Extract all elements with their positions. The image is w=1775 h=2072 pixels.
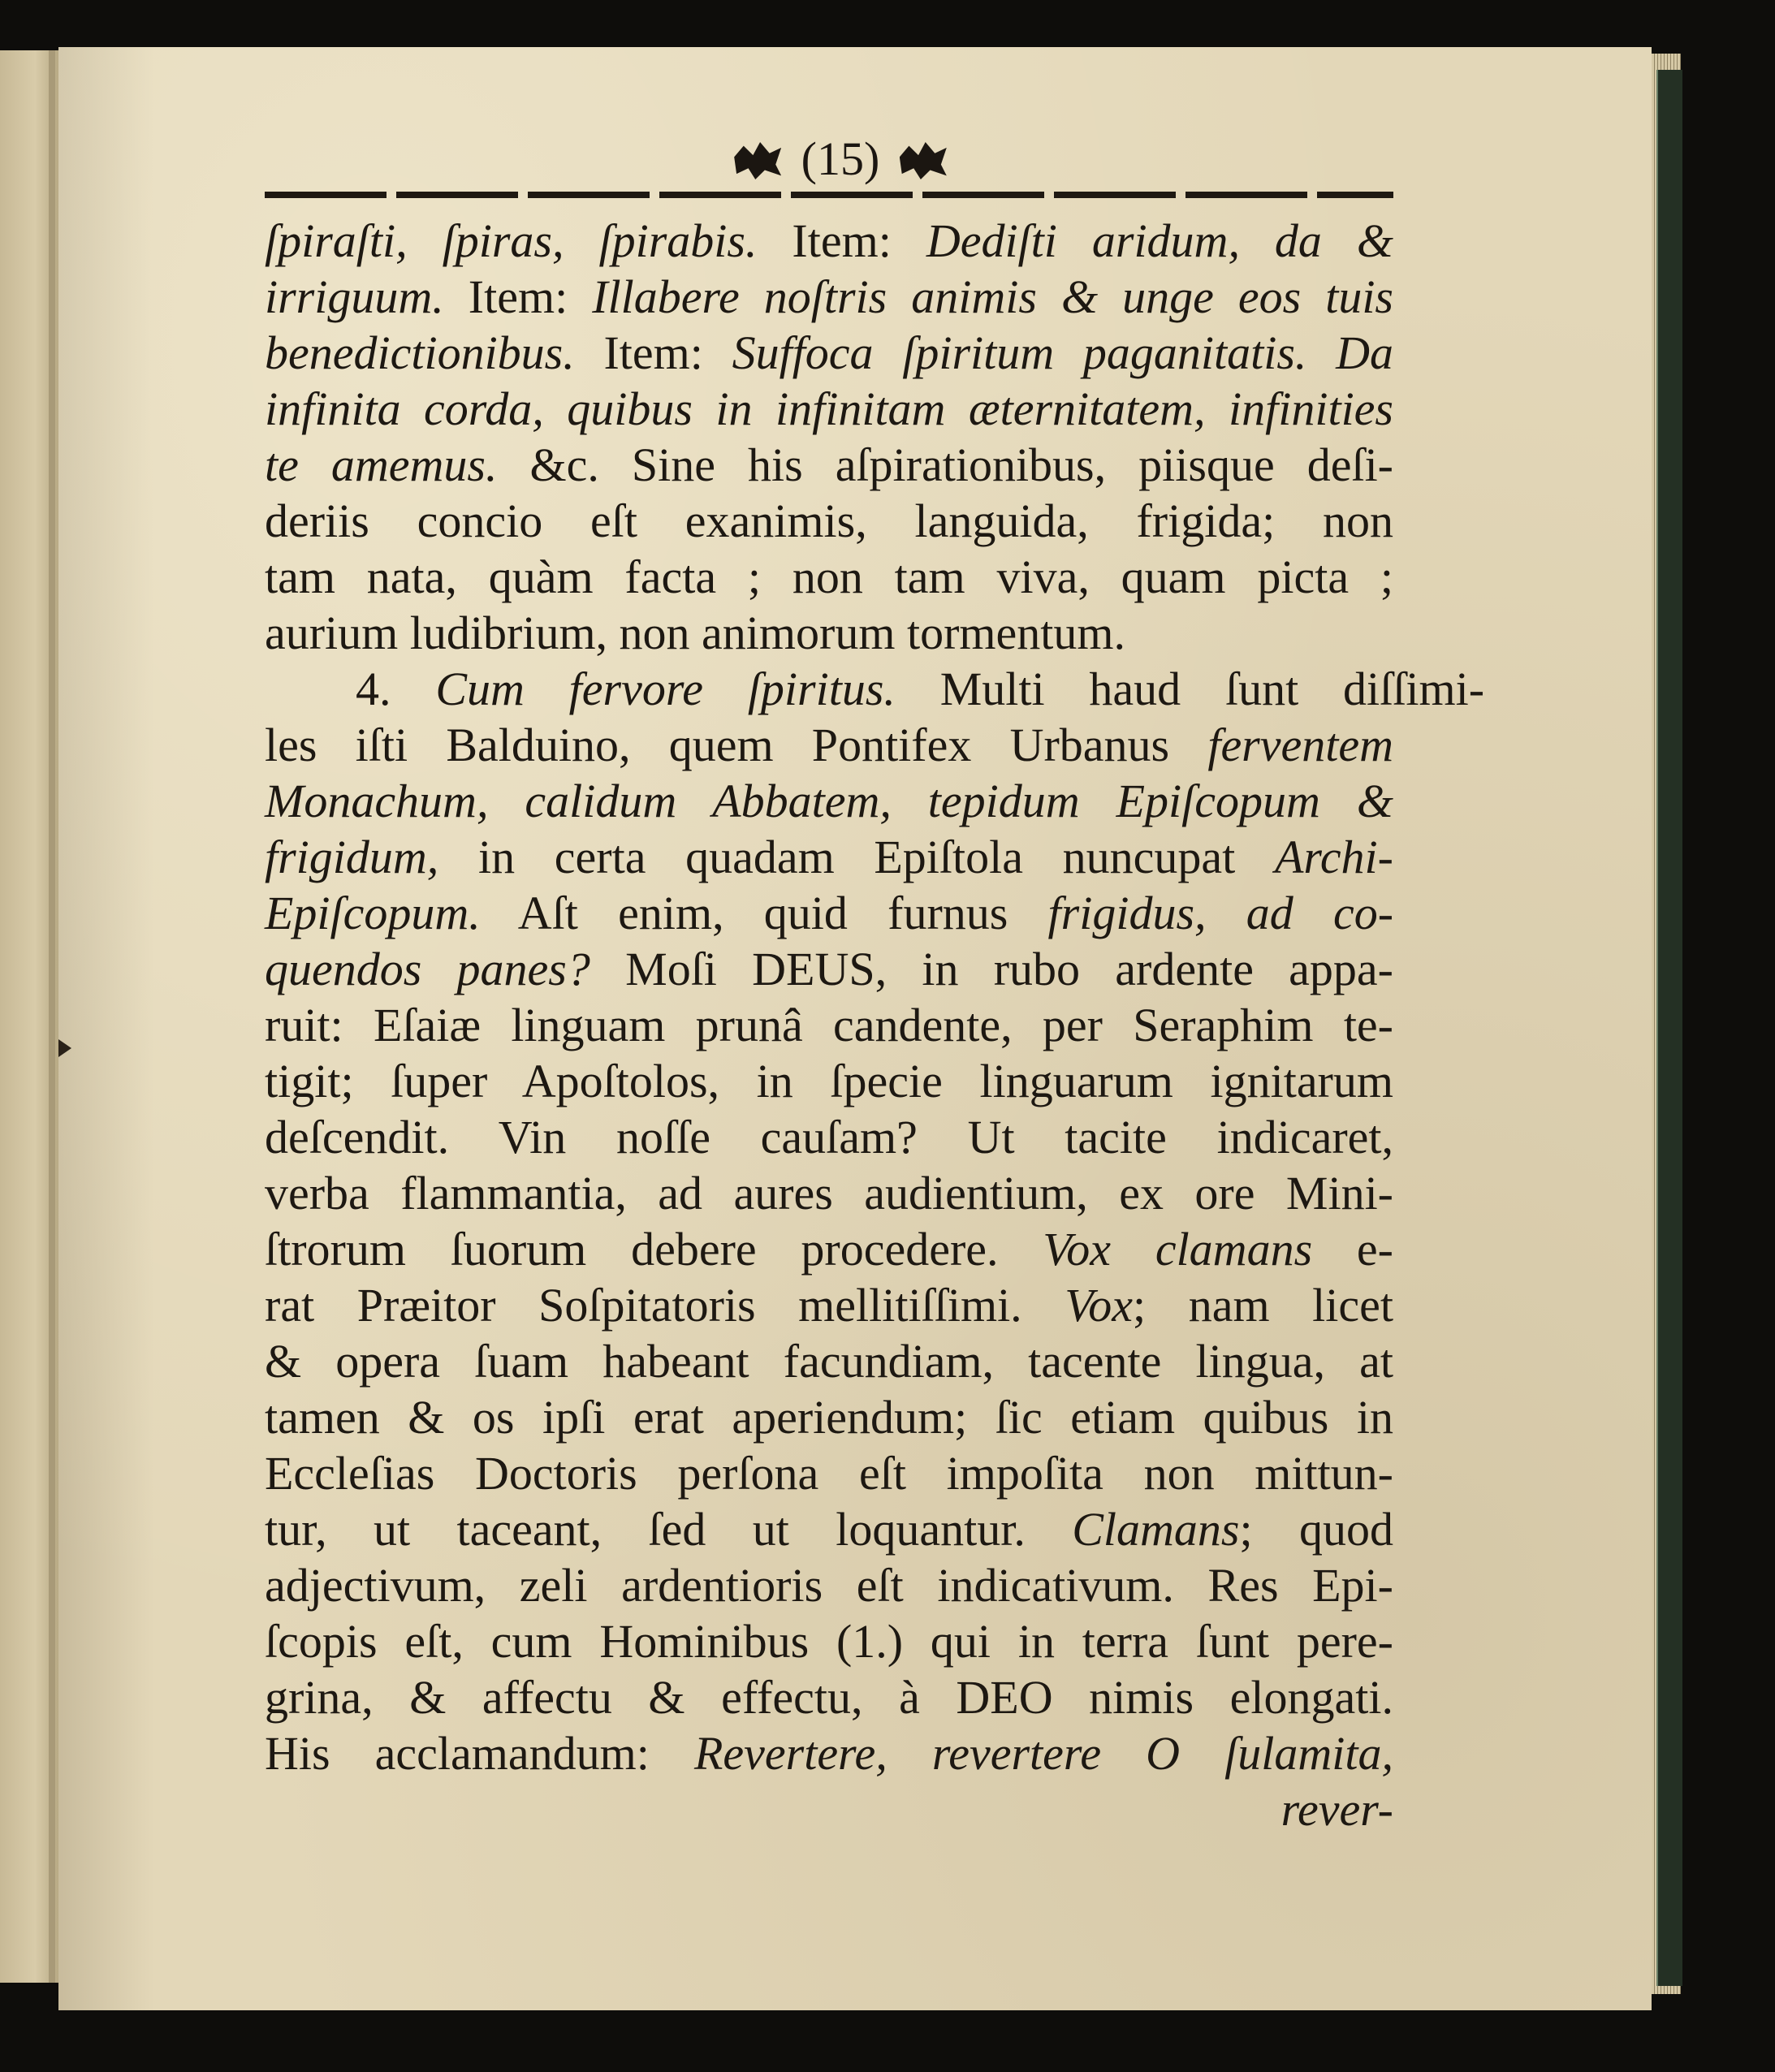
roman-span: ; nam licet	[1133, 1279, 1393, 1332]
roman-span: & opera ſuam habeant facundiam, tacente lingua, at	[265, 1335, 1393, 1388]
italic-span: Dediſti aridum, da &	[926, 214, 1394, 267]
text-line	[265, 325, 1393, 381]
text-line	[265, 493, 1393, 549]
text-line	[265, 437, 1393, 493]
italic-span: frigidus, ad co-	[1047, 887, 1394, 939]
text-line	[265, 213, 1393, 269]
text-line	[265, 773, 1393, 829]
text-line	[265, 549, 1393, 605]
roman-span: adjectivum, zeli ardentioris eſt indicativum. Res Epi-	[265, 1559, 1393, 1612]
text-line	[265, 1725, 1393, 1781]
text-line	[265, 997, 1393, 1053]
text-line	[265, 381, 1393, 437]
italic-span: Vox clamans	[1043, 1223, 1313, 1276]
italic-span: Archi-	[1274, 831, 1393, 883]
roman-span: rat Præitor Soſpitatoris mellitiſſimi.	[265, 1279, 1065, 1332]
roman-span: verba flammantia, ad aures audientium, ex ore Mini-	[265, 1167, 1393, 1219]
italic-span: ſpiraſti, ſpiras, ſpirabis.	[265, 214, 758, 267]
roman-span: Aſt enim, quid furnus	[480, 887, 1048, 939]
italic-span: quendos panes?	[265, 943, 590, 995]
text-line	[265, 1669, 1393, 1725]
head-rule	[265, 192, 1393, 198]
text-line	[265, 1557, 1393, 1613]
text-line	[265, 941, 1393, 997]
text-line	[265, 1109, 1393, 1165]
roman-span: ſcopis eſt, cum Hominibus (1.) qui in terra ſunt pere-	[265, 1615, 1393, 1668]
catchword-text: rever-	[1281, 1783, 1393, 1836]
roman-span: deſcendit. Vin noſſe cauſam? Ut tacite indicaret,	[265, 1111, 1393, 1163]
italic-span: Monachum, calidum Abbatem, tepidum Epiſcopum &	[265, 775, 1393, 827]
italic-span: ferventem	[1207, 719, 1393, 771]
roman-span: Moſi DEUS, in rubo ardente appa-	[590, 943, 1393, 995]
italic-span: Cum fervore ſpiritus.	[435, 663, 896, 715]
text-line	[265, 1445, 1393, 1501]
text-line	[265, 1277, 1393, 1333]
text-line	[265, 1165, 1393, 1221]
book-cover-edge	[1656, 70, 1682, 1986]
roman-span: tigit; ſuper Apoſtolos, in ſpecie linguarum ignitarum	[265, 1055, 1393, 1107]
roman-span: 4.	[356, 663, 436, 715]
roman-span: &c. Sine his aſpirationibus, piisque deſi-	[497, 438, 1393, 491]
roman-span: ruit: Eſaiæ linguam prunâ candente, per Seraphim te-	[265, 999, 1393, 1051]
roman-span: in certa quadam Epiſtola nuncupat	[438, 831, 1275, 883]
roman-span: tam nata, quàm facta ; non tam viva, quam picta ;	[265, 550, 1393, 603]
text-line	[265, 885, 1393, 941]
roman-span: Item:	[443, 270, 593, 323]
text-line	[265, 1053, 1393, 1109]
page-number: (15)	[801, 132, 880, 185]
italic-span: irriguum.	[265, 270, 444, 323]
roman-span: Eccleſias Doctoris perſona eſt impoſita non mittun-	[265, 1447, 1393, 1500]
roman-span: tamen & os ipſi erat aperiendum; ſic etiam quibus in	[265, 1391, 1393, 1444]
roman-span: Multi haud ſunt diſſimi-	[895, 663, 1485, 715]
roman-span: deriis concio eſt exanimis, languida, frigida; non	[265, 494, 1393, 547]
text-line	[265, 1613, 1393, 1669]
roman-span: e-	[1312, 1223, 1393, 1276]
text-line	[265, 1221, 1393, 1277]
italic-span: frigidum,	[265, 831, 439, 883]
text-line	[265, 829, 1393, 885]
text-line	[265, 661, 1484, 717]
roman-span: Item:	[574, 326, 732, 379]
body-text	[265, 213, 1485, 1837]
roman-span: tur, ut taceant, ſed ut loquantur.	[265, 1503, 1073, 1556]
roman-span: les iſti Balduino, quem Pontifex Urbanus	[265, 719, 1208, 771]
italic-span: Suffoca ſpiritum paganitatis. Da	[732, 326, 1393, 379]
text-line	[265, 269, 1393, 325]
roman-span: aurium ludibrium, non animorum tormentum.	[265, 606, 1125, 659]
italic-span: benedictionibus.	[265, 326, 575, 379]
italic-span: Illabere noſtris animis & unge eos tuis	[592, 270, 1394, 323]
italic-span: Revertere, revertere O ſulamita,	[693, 1727, 1394, 1780]
catchword	[265, 1781, 1393, 1837]
text-line	[265, 1501, 1393, 1557]
text-line	[265, 1389, 1393, 1445]
roman-span: ſtrorum ſuorum debere procedere.	[265, 1223, 1043, 1276]
italic-span: te amemus.	[265, 438, 498, 491]
text-line	[265, 1333, 1393, 1389]
text-line	[265, 717, 1393, 773]
ornament-right-icon	[900, 142, 947, 179]
italic-span: Clamans	[1072, 1503, 1240, 1556]
italic-span: infinita corda, quibus in infinitam æternitatem, infinities	[265, 382, 1393, 435]
roman-span: Item:	[757, 214, 926, 267]
text-line	[265, 605, 1393, 661]
ornament-left-icon	[734, 142, 781, 179]
roman-span: ; quod	[1239, 1503, 1393, 1556]
roman-span: His acclamandum:	[265, 1727, 694, 1780]
italic-span: Vox	[1065, 1279, 1134, 1332]
roman-span: grina, & affectu & effectu, à DEO nimis elongati.	[265, 1671, 1393, 1724]
gutter-shadow	[49, 50, 55, 1983]
running-head	[276, 132, 1405, 185]
italic-span: Epiſcopum.	[265, 887, 481, 939]
